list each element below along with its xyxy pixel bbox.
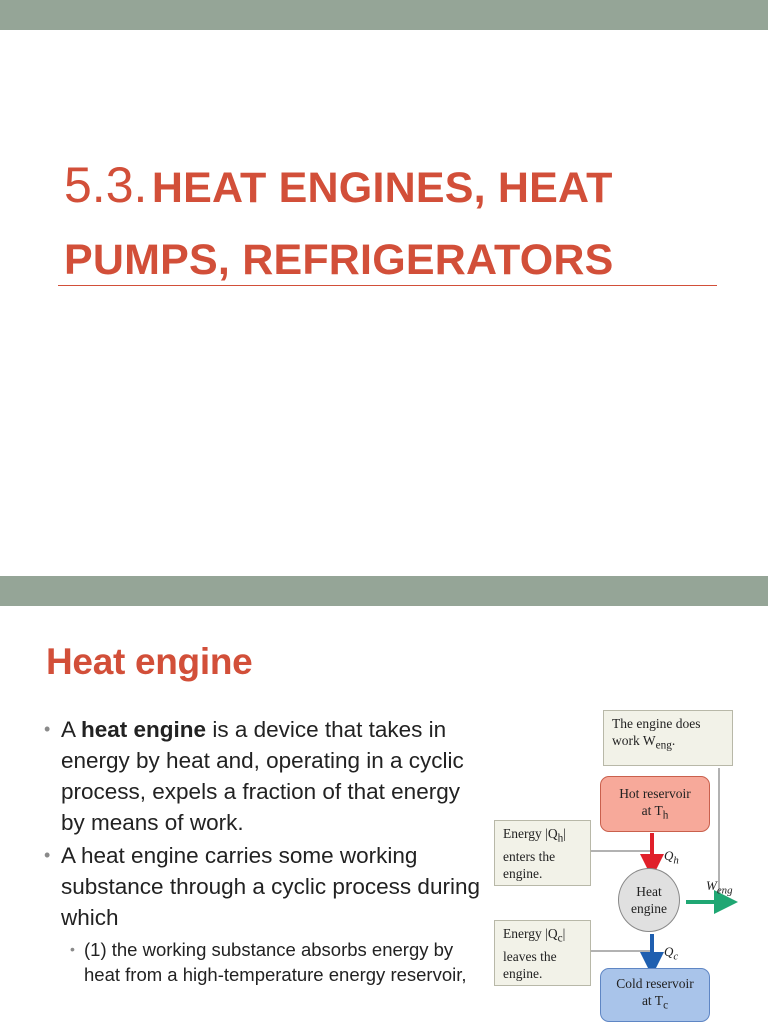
qc-label: $Q_c$ bbox=[664, 944, 679, 963]
bullet-dot: • bbox=[44, 845, 51, 865]
bold-term: heat engine bbox=[81, 717, 207, 742]
bullet-list bbox=[44, 714, 489, 987]
work-note-box: The engine does work $W_{eng}$. bbox=[603, 710, 733, 766]
sub-bullet-item: • (1) the working substance absorbs energy by heat from a high-temperature energy reservoir, bbox=[70, 939, 467, 985]
bullet-item: • A heat engine carries some working substance through a cyclic process during which bbox=[44, 840, 489, 933]
title-underline bbox=[58, 285, 717, 286]
hot-reservoir-box: Hot reservoir at $T_h$ bbox=[600, 776, 710, 832]
title-text: HEAT ENGINES, HEAT PUMPS, REFRIGERATORS bbox=[64, 164, 614, 284]
bullet-item: • A heat engine is a device that takes in energy by heat and, operating in a cyclic process, expels a fraction of that energy by means of work. bbox=[44, 714, 489, 838]
heat-engine-diagram bbox=[490, 706, 740, 1024]
top-accent-bar bbox=[0, 576, 768, 606]
heat-engine-circle: Heat engine bbox=[618, 868, 680, 932]
bullet-dot: • bbox=[70, 941, 75, 957]
slide-title bbox=[64, 154, 724, 301]
energy-out-note-box: Energy $|Q_c|$ leaves the engine. bbox=[494, 920, 591, 986]
top-accent-bar bbox=[0, 0, 768, 30]
energy-in-note-box: Energy $|Q_h|$ enters the engine. bbox=[494, 820, 591, 886]
w-eng-label: $W_{eng}$ bbox=[706, 878, 733, 897]
bullet-dot: • bbox=[44, 719, 51, 739]
title-number: 5.3. bbox=[64, 157, 148, 213]
slide-heading: Heat engine bbox=[46, 641, 253, 682]
qh-label: $Q_h$ bbox=[664, 848, 679, 867]
cold-reservoir-box: Cold reservoir at $T_c$ bbox=[600, 968, 710, 1022]
